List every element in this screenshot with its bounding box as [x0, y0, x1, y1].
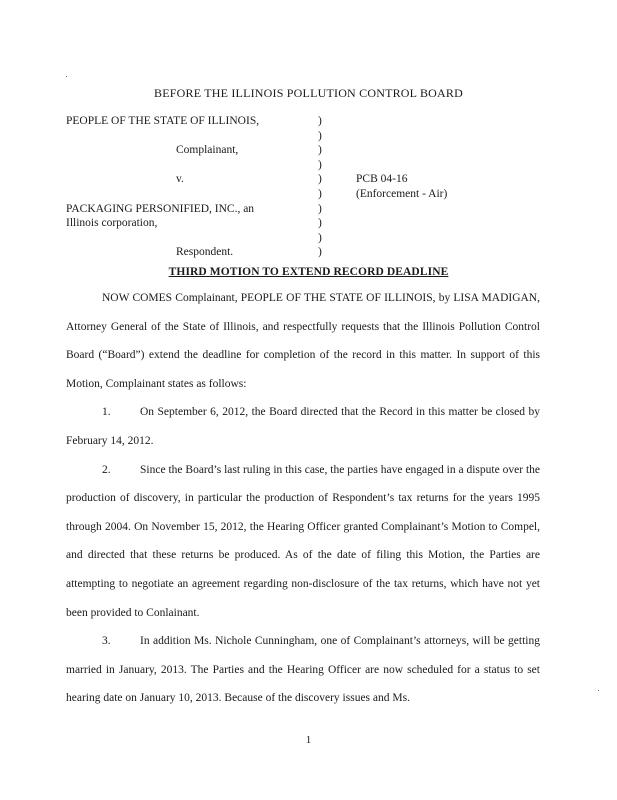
caption-paren: ) — [318, 129, 322, 142]
paragraph-number: 1. — [102, 406, 111, 419]
scan-speck — [598, 690, 599, 691]
caption-line-blank — [66, 187, 306, 202]
caption-line-blank — [66, 231, 306, 246]
page-number: 1 — [305, 734, 312, 746]
caption-paren: ) — [318, 187, 322, 200]
caption-paren: ) — [318, 217, 322, 230]
caption-parties — [66, 114, 306, 260]
caption-line-defendant-desc: Illinois corporation, — [66, 217, 158, 230]
caption-line-blank — [66, 158, 306, 173]
motion-title: THIRD MOTION TO EXTEND RECORD DEADLINE — [168, 266, 449, 278]
case-type: (Enforcement - Air) — [356, 187, 448, 200]
motion-body — [66, 284, 540, 713]
numbered-paragraph — [66, 398, 540, 455]
caption-line-complainant: Complainant, — [176, 144, 239, 157]
numbered-paragraph — [66, 456, 540, 628]
paragraph-number: 3. — [102, 635, 111, 648]
caption-line-respondent: Respondent. — [176, 246, 234, 259]
caption-paren: ) — [318, 246, 322, 259]
caption-paren: ) — [318, 158, 322, 171]
numbered-paragraph — [66, 627, 540, 713]
caption-case-info — [356, 172, 536, 201]
caption-paren: ) — [318, 231, 322, 244]
paragraph-text: Since the Board’s last ruling in this case, the parties have engaged in a dispute over the production of discovery, in particular the production of Respondent’s tax returns for the years 1995 through 2004. On November 15, 2012, the Hearing Officer granted Complainant’s Motion to Compel, and directed that these returns be produced. As of the date of filing this Motion, the Parties are attempting to negotiate an agreement regarding non-disclosure of the tax returns, which have not yet been provided to Conlainant. — [66, 463, 540, 619]
paragraph-text: On September 6, 2012, the Board directed that the Record in this matter be closed by February 14, 2012. — [66, 406, 540, 447]
paragraph-text: In addition Ms. Nichole Cunningham, one of Complainant’s attorneys, will be getting married in January, 2013. The Parties and the Hearing Officer are now scheduled for a status to set hearing date on January 10, 2013. Because of the discovery issues and Ms. — [66, 635, 540, 705]
caption-line-defendant: PACKAGING PERSONIFIED, INC., an — [66, 202, 255, 215]
caption-line-blank — [66, 129, 306, 144]
caption-paren: ) — [318, 144, 322, 157]
scan-speck — [66, 76, 67, 77]
caption-paren: ) — [318, 173, 322, 186]
caption-paren: ) — [318, 115, 322, 127]
caption-line-versus: v. — [176, 173, 184, 186]
caption-line-plaintiff: PEOPLE OF THE STATE OF ILLINOIS, — [66, 115, 260, 127]
caption-paren-column — [318, 114, 328, 260]
intro-paragraph: NOW COMES Complainant, PEOPLE OF THE STATE OF ILLINOIS, by LISA MADIGAN, Attorney General of the State of Illinois, and respectfully requests that the Illinois Pollution Control Board (“Board”) extend the deadline for completion of the record in this matter. In support of this Motion, Complainant states as follows: — [66, 292, 540, 390]
board-title: BEFORE THE ILLINOIS POLLUTION CONTROL BOARD — [154, 86, 463, 100]
paragraph-number: 2. — [102, 463, 111, 476]
caption-paren: ) — [318, 202, 322, 215]
case-number: PCB 04-16 — [356, 173, 408, 185]
